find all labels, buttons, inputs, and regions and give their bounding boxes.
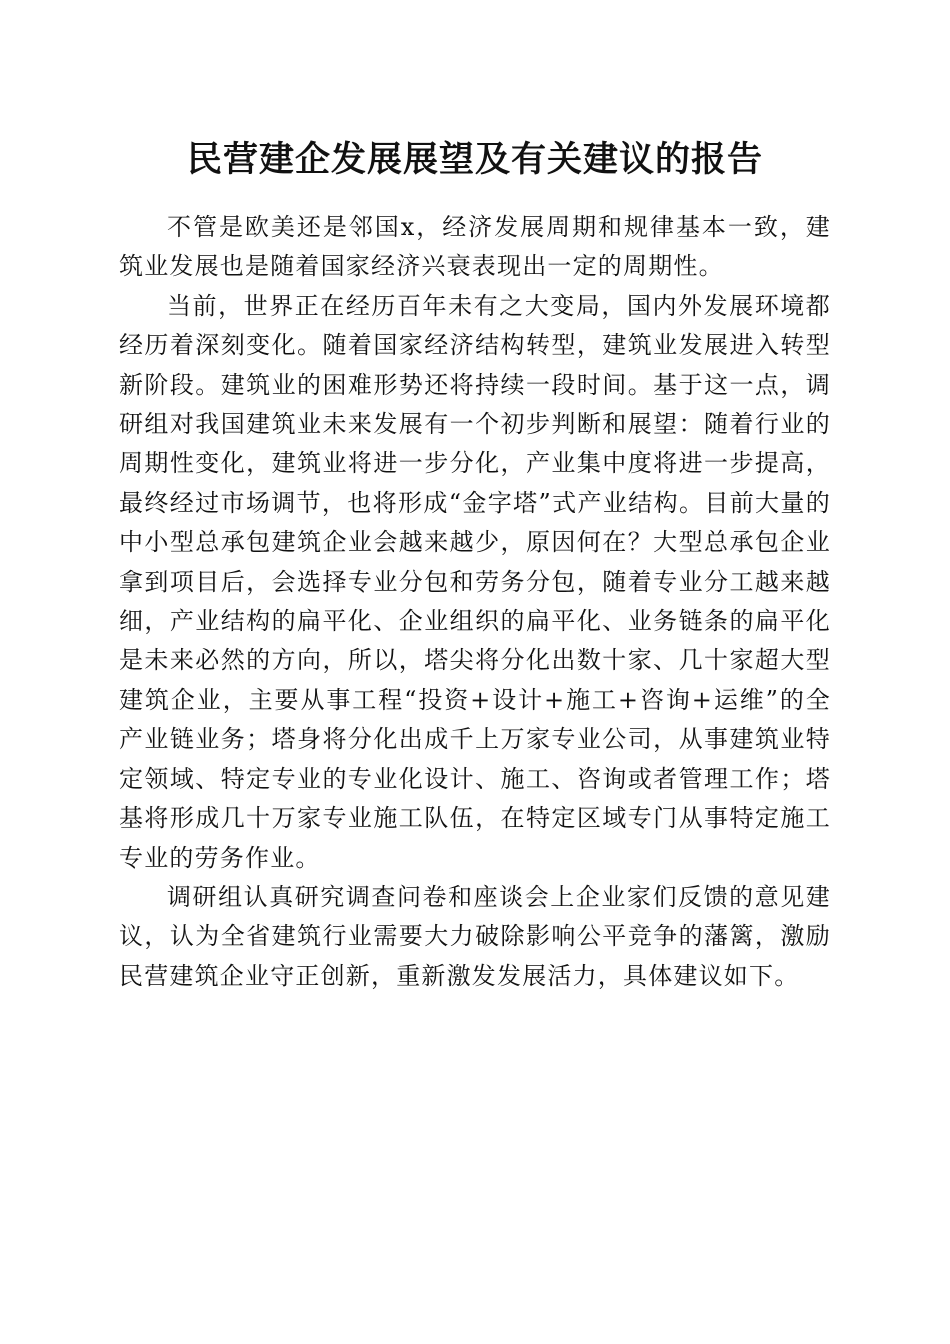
- paragraph: 不管是欧美还是邻国x，经济发展周期和规律基本一致，建筑业发展也是随着国家经济兴衰表现出一定的周期性。: [119, 213, 831, 281]
- paragraph: 当前，世界正在经历百年未有之大变局，国内外发展环境都经历着深刻变化。随着国家经济结构转型，建筑业发展进入转型新阶段。建筑业的困难形势还将持续一段时间。基于这一点，调研组对我国建筑业未来发展有一个初步判断和展望：随着行业的周期性变化，建筑业将进一步分化，产业集中度将进一步提高，最终经过市场调节，也将形成“金字塔”式产业结构。目前大量的中小型总承包建筑企业会越来越少，原因何在？大型总承包企业拿到项目后，会选择专业分包和劳务分包，随着专业分工越来越细，产业结构的扁平化、企业组织的扁平化、业务链条的扁平化是未来必然的方向，所以，塔尖将分化出数十家、几十家超大型建筑企业，主要从事工程“投资+设计+施工+咨询+运维”的全产业链业务；塔身将分化出成千上万家专业公司，从事建筑业特定领域、特定专业的专业化设计、施工、咨询或者管理工作；塔基将形成几十万家专业施工队伍，在特定区域专门从事特定施工专业的劳务作业。: [119, 291, 831, 872]
- document-body: [119, 208, 831, 996]
- paragraph: 调研组认真研究调查问卷和座谈会上企业家们反馈的意见建议，认为全省建筑行业需要大力破除影响公平竞争的藩篱，激励民营建筑企业守正创新，重新激发发展活力，具体建议如下。: [119, 882, 831, 990]
- document-title: 民营建企发展展望及有关建议的报告: [186, 139, 763, 180]
